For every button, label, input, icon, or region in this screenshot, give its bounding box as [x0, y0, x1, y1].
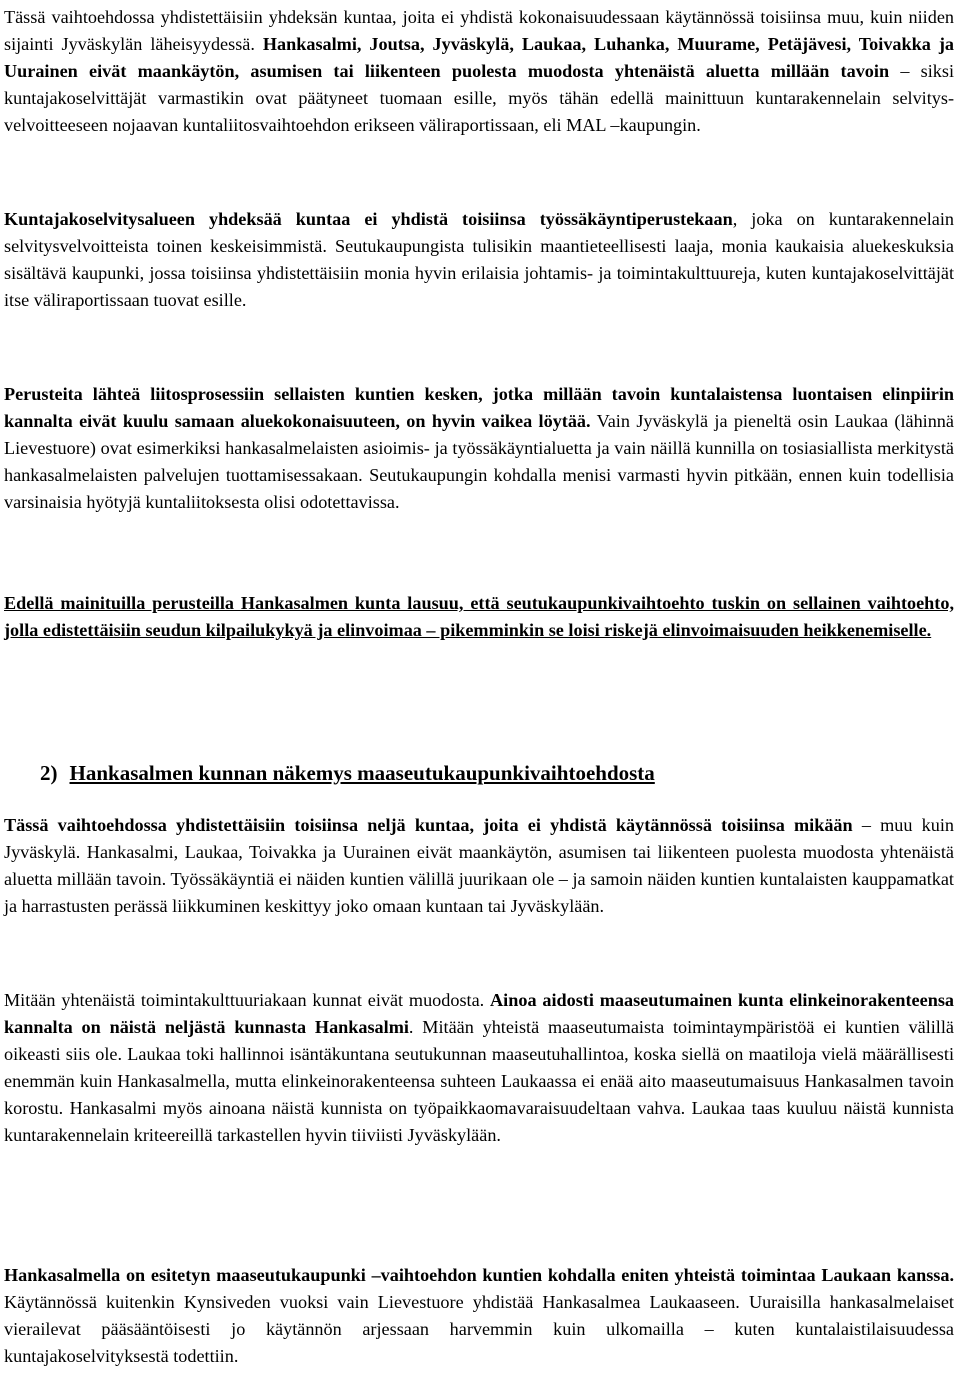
paragraph-perusteita [4, 381, 954, 516]
paragraph-text: Mitään yhtenäistä toimintakulttuuriakaan kunnat eivät muodosta. [4, 990, 491, 1010]
paragraph-text: Vain Jyväskylä ja pieneltä osin Laukaa (lähinnä Lievestuore) ovat esimerkiksi hankasalmelaisten asioimis- ja työssäkäyntialuetta ja vain näillä kunnilla on tosiasiallista merkitystä hankasalmelaisten palvelujen tuottamisessakaan. Seutukaupungin kohdalla menisi varmasti hyvin pitkään, ennen kuin todellisia varsinaisia hyötyjä kuntaliitoksesta olisi odotettavissa. [4, 411, 954, 512]
paragraph-text: Käytännössä kuitenkin Kynsiveden vuoksi vain Lievestuore yhdistää Hankasalmea Laukaaseen. Uuraisilla hankasalmelaiset vierailevat pääsääntöisesti jo käytännön arjessaan harvemmin kuin ulkomailla – kuten kuntalaistilaisuudessa kuntajakoselvityksestä todettiin. [4, 1292, 954, 1366]
paragraph-lausunto-seutukaupunki [4, 590, 954, 644]
paragraph-bold-underlined-text: Edellä mainituilla perusteilla Hankasalmen kunta lausuu, että seutukaupunkivaihtoehto tuskin on sellainen vaihtoehto, jolla edistettäisiin seudun kilpailukykyä ja elinvoimaa – pikemminkin se loisi riskejä elinvoimaisuuden heikkenemiselle. [4, 593, 954, 640]
paragraph-text: – siksi kuntajakoselvittäjät varmastikin ovat päätyneet tuomaan esille, myös tähän edellä mainittuun kuntarakennelain selvitysvelvoitteeseen nojaavan kuntaliitosvaihtoehdon erikseen väliraportissaan, eli MAL –kaupungin. [4, 61, 955, 135]
paragraph-text: – muu kuin Jyväskylä. Hankasalmi, Laukaa, Toivakka ja Uurainen eivät maankäytön, asumisen tai liikenteen puolesta muodosta yhtenäistä aluetta millään tavoin. Työssäkäyntiä ei näiden kuntien välillä juurikaan ole – ja samoin näiden kuntien kuntalaisten kauppamatkat ja harrastusten perässä liikkuminen keskittyy joko omaan kuntaan tai Jyväskylään. [4, 815, 955, 916]
section-title: Hankasalmen kunnan näkemys maaseutukaupunkivaihtoehdosta [69, 761, 655, 785]
paragraph-bold-text: Hankasalmella on esitetyn maaseutukaupunki –vaihtoehdon kuntien kohdalla eniten yhteistä toimintaa Laukaan kanssa. [4, 1265, 954, 1285]
paragraph-laukaa-yhteistyo [4, 1262, 954, 1370]
paragraph-maaseutukaupunki-intro [4, 812, 954, 920]
paragraph-bold-text: Kuntajakoselvitysalueen yhdeksää kuntaa ei yhdistä toisiinsa työssäkäyntiperustekaan [4, 209, 733, 229]
paragraph-text: Tässä vaihtoehdossa yhdistettäisiin yhdeksän kuntaa, joita ei yhdistä kokonaisuudessaan käytännössä toisiinsa muu, kuin niiden sijainti Jyväskylän läheisyydessä. [4, 7, 954, 54]
paragraph-toimintakulttuuri [4, 987, 954, 1149]
paragraph-bold-text: Perusteita lähteä liitosprosessiin sellaisten kuntien kesken, jotka millään tavoin kuntalaistensa luontaisen elinpiirin kannalta eivät kuulu samaan aluekokonaisuuteen, on hyvin vaikea löytää. [4, 384, 954, 431]
paragraph-tyossakaynti [4, 206, 954, 314]
section-heading [40, 758, 655, 788]
paragraph-bold-text: Hankasalmi, Joutsa, Jyväskylä, Laukaa, Luhanka, Muurame, Petäjävesi, Toivakka ja Uurainen eivät maankäytön, asumisen tai liikenteen puolesta muodosta yhtenäistä aluetta millään tavoin [4, 34, 954, 81]
section-number: 2) [40, 761, 58, 785]
paragraph-bold-text: Tässä vaihtoehdossa yhdistettäisiin toisiinsa neljä kuntaa, joita ei yhdistä käytännössä toisiinsa mikään [4, 815, 853, 835]
paragraph-bold-text: Ainoa aidosti maaseutumainen kunta elinkeinorakenteensa kannalta on näistä neljästä kunnasta Hankasalmi [4, 990, 954, 1037]
paragraph-text: . Mitään yhteistä maaseutumaista toimintaympäristöä ei kuntien välillä oikeasti siis ole. Laukaa toki hallinnoi isäntäkuntana seutukunnan maaseutuhallintoa, koska siellä on maatiloja vielä määrällisesti enemmän kuin Hankasalmella, mutta elinkeinorakenteensa suhteen Laukaassa ei enää aito maaseutumaisuus Hankasalmen tavoin korostu. Hankasalmi myös ainoana näistä kunnista on työpaikkaomavaraisuudeltaan vahva. Laukaa taas kuuluu näistä kunnista kuntarakennelain kriteereillä tarkastellen hyvin tiiviisti Jyväskylään. [4, 1017, 954, 1145]
paragraph-text: , joka on kuntarakennelain selvitysvelvoitteista toinen keskeisimmistä. Seutukaupungista tulisikin maantieteellisesti laaja, monia kaukaisia aluekeskuksia sisältävä kaupunki, jossa toisiinsa yhdistettäisiin monia hyvin erilaisia johtamis- ja toimintakulttuureja, kuten kuntajakoselvittäjät itse väliraportissaan tuovat esille. [4, 209, 954, 310]
paragraph-seutukaupunki-intro [4, 4, 954, 139]
